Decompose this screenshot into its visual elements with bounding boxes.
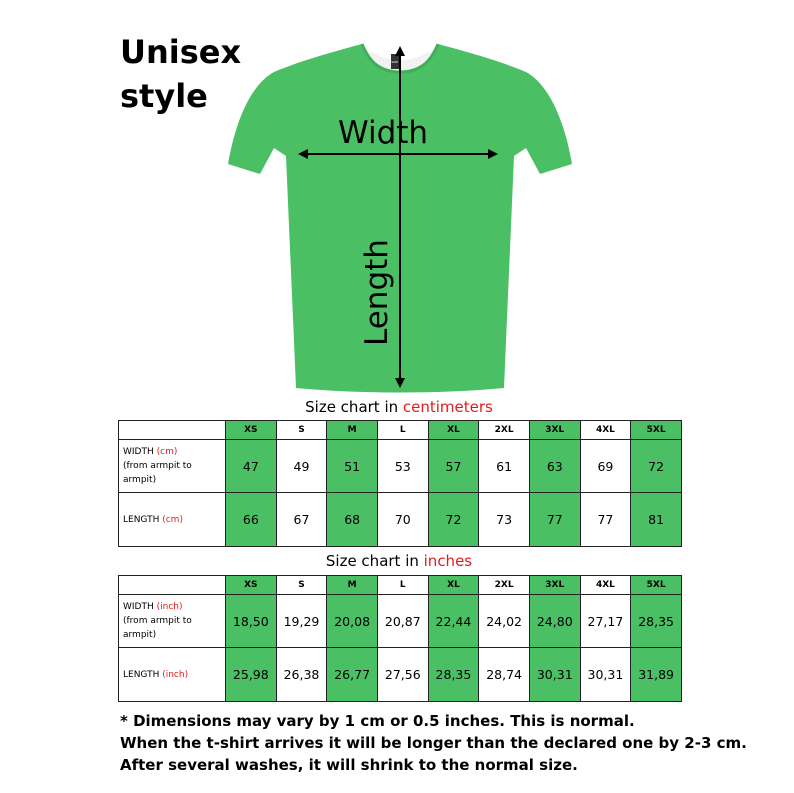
inch-width-label: [119, 595, 226, 648]
inch-size-2xl: 2XL: [479, 576, 530, 595]
cm-caption-prefix: Size chart in: [305, 398, 403, 416]
inch-length-value: 28,74: [479, 648, 530, 702]
inch-length-value: 30,31: [529, 648, 580, 702]
cm-width-value: 69: [580, 440, 631, 493]
inch-size-3xl: 3XL: [529, 576, 580, 595]
note-line-2: When the t-shirt arrives it will be longer than the declared one by 2-3 cm.: [120, 734, 747, 752]
title-line-1: Unisex: [120, 33, 242, 71]
disclaimer-note: [120, 710, 780, 776]
inch-length-value: 27,56: [377, 648, 428, 702]
inch-size-4xl: 4XL: [580, 576, 631, 595]
tshirt-illustration: [190, 38, 610, 398]
inch-width-sub1: (from armpit to: [123, 616, 192, 626]
cm-length-value: 81: [631, 493, 682, 547]
cm-width-value: 63: [529, 440, 580, 493]
cm-length-value: 66: [226, 493, 277, 547]
inch-length-value: 30,31: [580, 648, 631, 702]
size-tag-text: SIZE L: [391, 60, 401, 64]
inch-width-value: 20,87: [377, 595, 428, 648]
inch-size-m: M: [327, 576, 378, 595]
width-label: Width: [338, 115, 429, 151]
cm-length-row: [119, 493, 682, 547]
note-line-1: * Dimensions may vary by 1 cm or 0.5 inches. This is normal.: [120, 712, 635, 730]
cm-size-header-row: [119, 421, 682, 440]
inch-length-value: 25,98: [226, 648, 277, 702]
inch-width-value: 27,17: [580, 595, 631, 648]
cm-length-value: 73: [479, 493, 530, 547]
inch-width-unit: (inch): [156, 602, 183, 612]
inch-width-title: WIDTH: [123, 602, 157, 612]
inch-corner-cell: [119, 576, 226, 595]
title-line-2: style: [120, 77, 208, 115]
cm-width-sub1: (from armpit to: [123, 461, 192, 471]
cm-width-value: 47: [226, 440, 277, 493]
cm-size-5xl: 5XL: [631, 421, 682, 440]
cm-width-value: 57: [428, 440, 479, 493]
cm-length-value: 72: [428, 493, 479, 547]
cm-length-value: 77: [580, 493, 631, 547]
inch-width-row: [119, 595, 682, 648]
inch-width-value: 19,29: [276, 595, 327, 648]
cm-length-value: 67: [276, 493, 327, 547]
cm-length-unit: (cm): [162, 514, 183, 525]
tshirt-diagram: [190, 38, 610, 398]
cm-size-m: M: [327, 421, 378, 440]
inch-caption-prefix: Size chart in: [325, 552, 424, 570]
inch-width-value: 18,50: [226, 595, 277, 648]
cm-width-sub2: armpit): [123, 475, 157, 485]
cm-size-2xl: 2XL: [479, 421, 530, 440]
inch-width-value: 24,80: [529, 595, 580, 648]
cm-chart-caption: [116, 397, 682, 417]
cm-caption-unit: centimeters: [402, 398, 493, 416]
inch-length-value: 28,35: [428, 648, 479, 702]
cm-length-value: 77: [529, 493, 580, 547]
inch-length-value: 31,89: [631, 648, 682, 702]
cm-length-label: [119, 493, 226, 547]
cm-width-value: 72: [631, 440, 682, 493]
inch-size-s: S: [276, 576, 327, 595]
inch-caption-unit: inches: [423, 552, 473, 570]
inch-size-xl: XL: [428, 576, 479, 595]
cm-width-value: 51: [327, 440, 378, 493]
inch-size-l: L: [377, 576, 428, 595]
cm-size-xs: XS: [226, 421, 277, 440]
cm-corner-cell: [119, 421, 226, 440]
length-label: Length: [359, 239, 395, 346]
cm-width-row: [119, 440, 682, 493]
inch-width-value: 24,02: [479, 595, 530, 648]
inch-size-header-row: [119, 576, 682, 595]
inch-length-value: 26,38: [276, 648, 327, 702]
inch-size-5xl: 5XL: [631, 576, 682, 595]
inch-length-value: 26,77: [327, 648, 378, 702]
note-line-3: After several washes, it will shrink to the normal size.: [120, 756, 578, 774]
cm-width-value: 49: [276, 440, 327, 493]
cm-width-value: 61: [479, 440, 530, 493]
inch-width-value: 22,44: [428, 595, 479, 648]
cm-width-title: WIDTH: [123, 447, 157, 457]
cm-size-4xl: 4XL: [580, 421, 631, 440]
inch-chart-caption: [116, 551, 682, 571]
inch-size-table: [118, 575, 682, 702]
inch-length-title: LENGTH: [123, 669, 163, 680]
inch-width-sub2: armpit): [123, 630, 157, 640]
inch-width-value: 28,35: [631, 595, 682, 648]
inch-size-xs: XS: [226, 576, 277, 595]
inch-length-unit: (inch): [162, 669, 189, 680]
cm-width-value: 53: [377, 440, 428, 493]
inch-length-label: [119, 648, 226, 702]
inch-length-row: [119, 648, 682, 702]
cm-length-value: 70: [377, 493, 428, 547]
cm-width-label: [119, 440, 226, 493]
inch-width-value: 20,08: [327, 595, 378, 648]
cm-size-3xl: 3XL: [529, 421, 580, 440]
cm-width-unit: (cm): [156, 447, 178, 457]
cm-size-xl: XL: [428, 421, 479, 440]
cm-size-table: [118, 420, 682, 547]
cm-length-title: LENGTH: [123, 514, 163, 525]
cm-length-value: 68: [327, 493, 378, 547]
cm-size-l: L: [377, 421, 428, 440]
cm-size-s: S: [276, 421, 327, 440]
